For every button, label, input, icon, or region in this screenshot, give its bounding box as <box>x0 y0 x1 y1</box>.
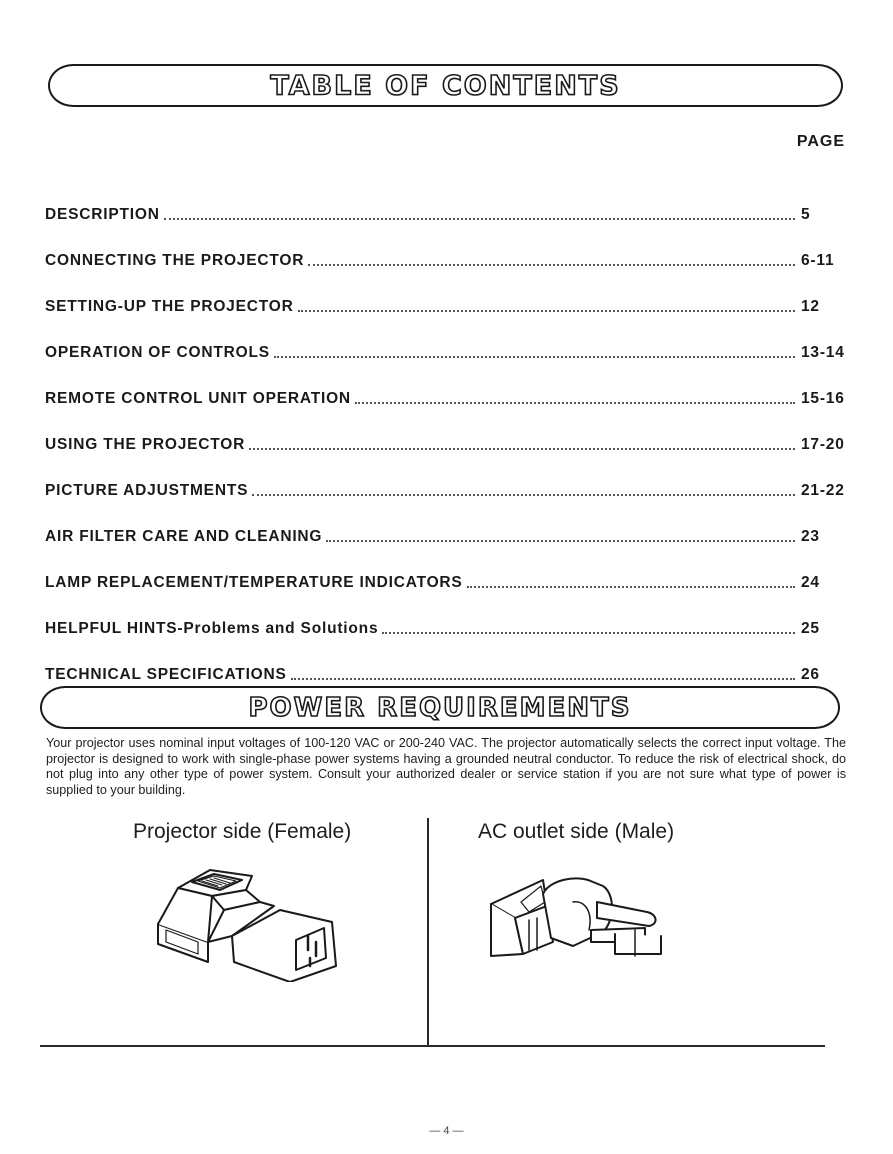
toc-entry-description[interactable] <box>45 178 847 224</box>
toc-entry-page: 21-22 <box>801 482 845 499</box>
toc-entry-title: REMOTE CONTROL UNIT OPERATION <box>45 390 351 407</box>
toc-entry-air-filter[interactable] <box>45 500 847 546</box>
dot-leader <box>467 586 795 588</box>
toc-entry-page: 17-20 <box>801 436 845 453</box>
power-banner-title: POWER REQUIREMENTS <box>248 692 632 723</box>
toc-entry-page: 26 <box>801 666 820 683</box>
toc-entry-picture-adjustments[interactable] <box>45 454 847 500</box>
toc-entry-using-projector[interactable] <box>45 408 847 454</box>
male-plug-label: AC outlet side (Male) <box>478 820 675 843</box>
toc-entry-title: CONNECTING THE PROJECTOR <box>45 252 305 269</box>
power-paragraph: Your projector uses nominal input voltages of 100-120 VAC or 200-240 VAC. The projector automatically selects the correct input voltage. The projector is designed to work with single-phase power systems having a grounded neutral conductor. To reduce the risk of electrical shock, do not plug into any other type of power system. Consult your authorized dealer or service station if you are not sure what type of power is supplied to your building. <box>46 736 846 797</box>
toc-entry-title: AIR FILTER CARE AND CLEANING <box>45 528 323 545</box>
toc-page-header: PAGE <box>796 133 845 150</box>
toc-entry-operation-of-controls[interactable] <box>45 316 847 362</box>
toc-entry-page: 6-11 <box>801 252 835 269</box>
toc-entry-title: USING THE PROJECTOR <box>45 436 246 453</box>
toc-entry-page: 24 <box>801 574 820 591</box>
toc-entry-title: SETTING-UP THE PROJECTOR <box>45 298 294 315</box>
toc-entry-page: 13-14 <box>801 344 845 361</box>
power-banner <box>40 686 840 729</box>
female-plug-icon <box>150 862 350 982</box>
horizontal-divider <box>40 1045 825 1047</box>
toc-entry-page: 23 <box>801 528 820 545</box>
toc-list <box>45 178 847 684</box>
dot-leader <box>326 540 795 542</box>
dot-leader <box>249 448 795 450</box>
dot-leader <box>308 264 795 266</box>
toc-entry-page: 5 <box>801 206 811 223</box>
toc-entry-title: HELPFUL HINTS-Problems and Solutions <box>45 620 379 637</box>
toc-entry-helpful-hints[interactable] <box>45 592 847 638</box>
toc-entry-connecting[interactable] <box>45 224 847 270</box>
dot-leader <box>274 356 795 358</box>
toc-entry-title: TECHNICAL SPECIFICATIONS <box>45 666 287 683</box>
vertical-divider <box>427 818 429 1046</box>
dot-leader <box>252 494 795 496</box>
dot-leader <box>164 218 795 220</box>
toc-entry-page: 15-16 <box>801 390 845 407</box>
toc-entry-title: LAMP REPLACEMENT/TEMPERATURE INDICATORS <box>45 574 463 591</box>
page-number: — 4 — <box>429 1125 464 1137</box>
dot-leader <box>298 310 795 312</box>
toc-entry-remote-control[interactable] <box>45 362 847 408</box>
dot-leader <box>291 678 795 680</box>
toc-entry-page: 25 <box>801 620 820 637</box>
toc-entry-lamp-replacement[interactable] <box>45 546 847 592</box>
toc-entry-title: OPERATION OF CONTROLS <box>45 344 270 361</box>
toc-entry-technical-specs[interactable] <box>45 638 847 684</box>
toc-entry-page: 12 <box>801 298 820 315</box>
toc-banner-title: TABLE OF CONTENTS <box>270 70 621 101</box>
dot-leader <box>382 632 795 634</box>
toc-banner <box>48 64 843 107</box>
male-plug-icon <box>485 872 675 962</box>
toc-entry-title: DESCRIPTION <box>45 206 160 223</box>
toc-entry-title: PICTURE ADJUSTMENTS <box>45 482 249 499</box>
dot-leader <box>355 402 795 404</box>
female-plug-label: Projector side (Female) <box>133 820 352 843</box>
toc-entry-setting-up[interactable] <box>45 270 847 316</box>
